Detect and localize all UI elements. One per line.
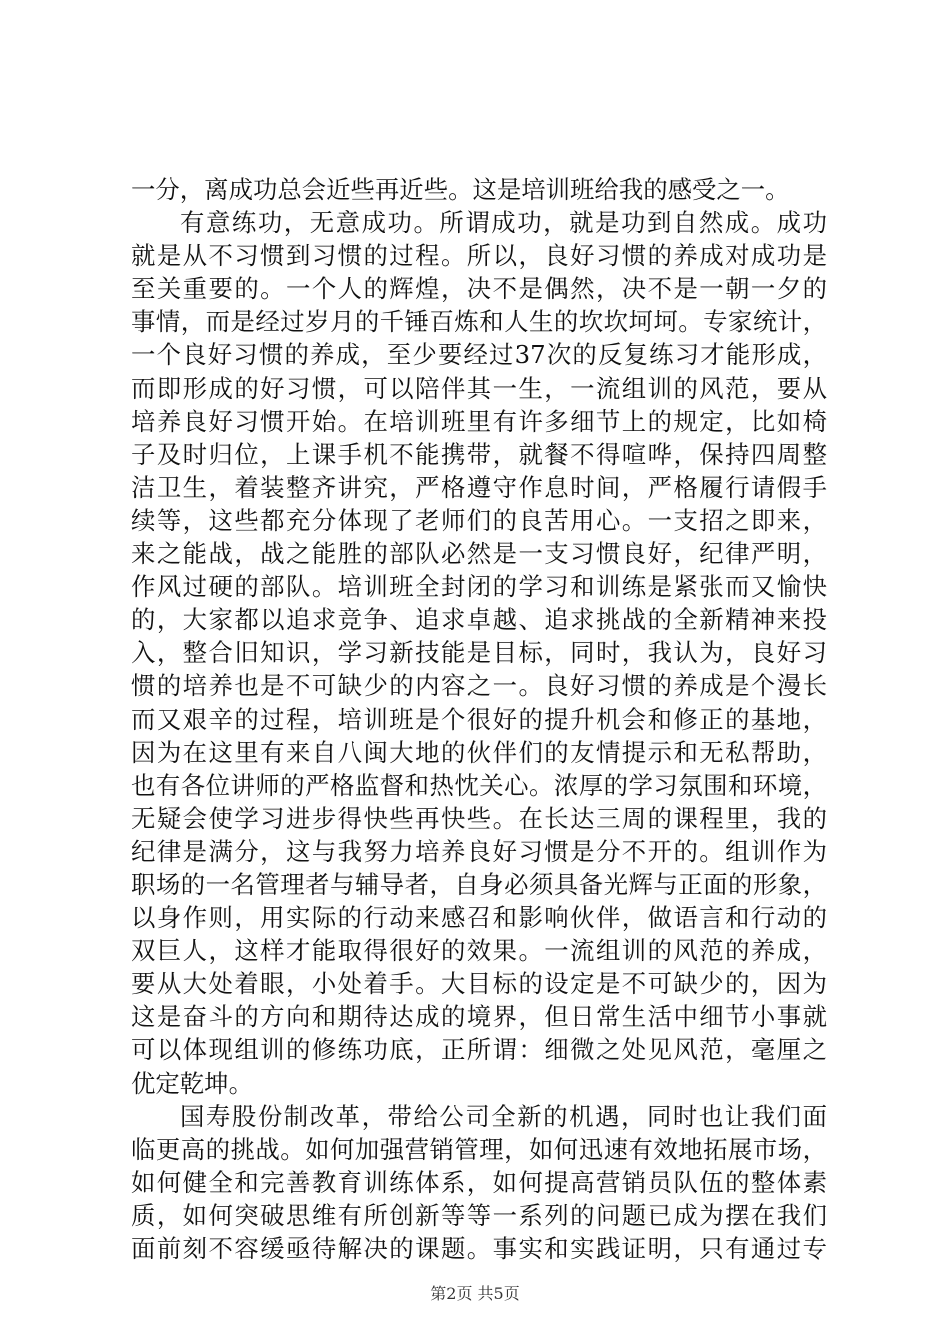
text-line: 的，大家都以追求竞争、追求卓越、追求挑战的全新精神来投	[131, 605, 827, 635]
text-line: 职场的一名管理者与辅导者，自身必须具备光辉与正面的形象，	[131, 869, 827, 899]
text-line: 续等，这些都充分体现了老师们的良苦用心。一支招之即来，	[131, 505, 827, 535]
text-line: 洁卫生，着装整齐讲究，严格遵守作息时间，严格履行请假手	[131, 472, 827, 502]
text-line: 面前刻不容缓亟待解决的课题。事实和实践证明，只有通过专	[131, 1234, 827, 1263]
text-line: 就是从不习惯到习惯的过程。所以，良好习惯的养成对成功是	[131, 241, 827, 271]
text-line: 来之能战，战之能胜的部队必然是一支习惯良好，纪律严明，	[131, 539, 827, 569]
text-line: 优定乾坤。	[131, 1068, 253, 1098]
text-line: 作风过硬的部队。培训班全封闭的学习和训练是紧张而又愉快	[131, 572, 827, 602]
text-line: 临更高的挑战。如何加强营销管理，如何迅速有效地拓展市场，	[131, 1134, 827, 1164]
text-line: 有意练功，无意成功。所谓成功，就是功到自然成。成功	[180, 208, 827, 238]
text-line: 事情，而是经过岁月的千锤百炼和人生的坎坎坷坷。专家统计，	[131, 307, 827, 337]
text-line: 以身作则，用实际的行动来感召和影响伙伴，做语言和行动的	[131, 903, 827, 933]
text-line: 培养良好习惯开始。在培训班里有许多细节上的规定，比如椅	[131, 406, 827, 436]
text-line: 子及时归位，上课手机不能携带，就餐不得喧哗，保持四周整	[131, 439, 827, 469]
text-line: 国寿股份制改革，带给公司全新的机遇，同时也让我们面	[180, 1101, 827, 1131]
text-line: 而又艰辛的过程，培训班是个很好的提升机会和修正的基地，	[131, 704, 827, 734]
text-line: 至关重要的。一个人的辉煌，决不是偶然，决不是一朝一夕的	[131, 274, 827, 304]
text-line: 如何健全和完善教育训练体系，如何提高营销员队伍的整体素	[131, 1167, 827, 1197]
text-line: 双巨人，这样才能取得很好的效果。一流组训的风范的养成，	[131, 936, 827, 966]
text-line: 惯的培养也是不可缺少的内容之一。良好习惯的养成是个漫长	[131, 671, 827, 701]
text-line: 因为在这里有来自八闽大地的伙伴们的友情提示和无私帮助，	[131, 737, 827, 767]
text-line: 而即形成的好习惯，可以陪伴其一生，一流组训的风范，要从	[131, 373, 827, 403]
paragraph	[131, 206, 827, 1100]
text-line: 一个良好习惯的养成，至少要经过37次的反复练习才能形成，	[131, 340, 827, 370]
text-line: 入，整合旧知识，学习新技能是目标，同时，我认为，良好习	[131, 638, 827, 668]
text-line: 无疑会使学习进步得快些再快些。在长达三周的课程里，我的	[131, 803, 827, 833]
text-line: 可以体现组训的修练功底，正所谓：细微之处见风范，毫厘之	[131, 1035, 827, 1065]
page-number-footer: 第2页 共5页	[430, 1284, 520, 1303]
paragraph	[131, 1100, 827, 1265]
text-line: 纪律是满分，这与我努力培养良好习惯是分不开的。组训作为	[131, 836, 827, 866]
text-line: 这是奋斗的方向和期待达成的境界，但日常生活中细节小事就	[131, 1002, 827, 1032]
text-line: 一分，离成功总会近些再近些。这是培训班给我的感受之一。	[131, 175, 790, 204]
text-line: 要从大处着眼，小处着手。大目标的设定是不可缺少的，因为	[131, 969, 827, 999]
paragraph	[131, 173, 827, 206]
text-line: 质，如何突破思维有所创新等等一系列的问题已成为摆在我们	[131, 1200, 827, 1230]
document-body	[131, 173, 827, 1265]
text-line: 也有各位讲师的严格监督和热忱关心。浓厚的学习氛围和环境，	[131, 770, 827, 800]
